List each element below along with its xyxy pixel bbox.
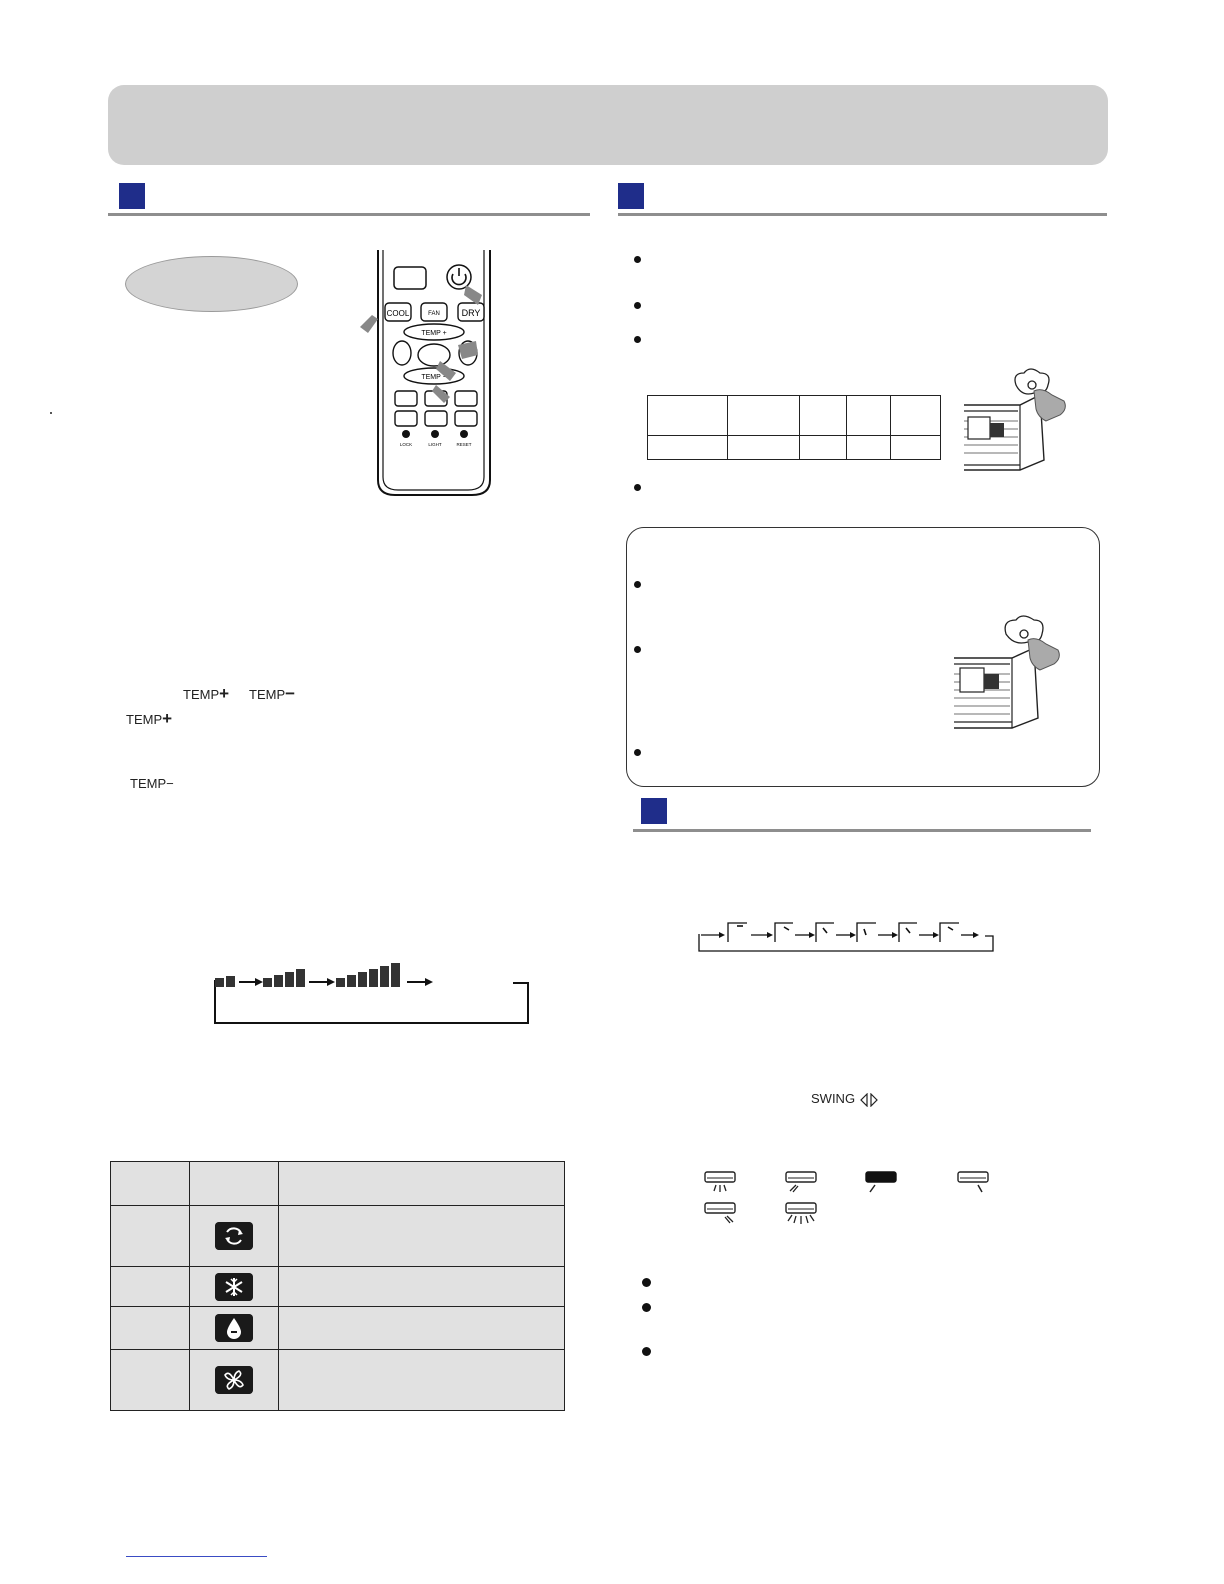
mode-table-header-cell [111,1162,190,1206]
section-marker-left [119,183,145,209]
table-row [111,1267,565,1307]
mode-table-header-cell [279,1162,565,1206]
remote-light-label: LIGHT [428,442,442,447]
louver-both-center-icon [703,1170,737,1196]
bullet-point [634,581,641,588]
table-row [111,1350,565,1411]
footer-link-underline[interactable] [126,1556,267,1557]
louver-left-icon [784,1170,818,1196]
louver-far-left-icon [864,1170,898,1196]
temp-plus-label-1: TEMP+ [183,684,230,703]
mode-table-header-cell [190,1162,279,1206]
louver-swing-all-icon [784,1201,820,1227]
louver-far-right-icon [703,1201,737,1227]
cool-snowflake-icon [215,1273,253,1301]
mode-table [110,1161,565,1411]
auto-mode-icon [215,1222,253,1250]
table-row [648,436,941,460]
bullet-point [634,484,641,491]
mode-oval-callout [125,256,298,312]
temp-plus-label-2: TEMP+ [126,709,173,728]
horizontal-swing-icon [859,1093,879,1107]
fan-speed-cycle-diagram [195,958,535,1028]
bullet-point [634,336,641,343]
swing-label: SWING [811,1091,879,1107]
temp-minus-label-2: TEMP− [130,776,174,791]
bullet-point [642,1303,651,1312]
table-row [111,1307,565,1350]
section-rule-right [618,213,1107,216]
section-marker-swing [641,798,667,824]
remote-control-illustration [350,245,500,500]
indoor-unit-button-illustration-2 [950,610,1068,735]
remote-cool-button: COOL [386,309,410,318]
table-row [111,1206,565,1267]
section-marker-right [618,183,644,209]
remote-reset-label: RESET [456,442,472,447]
fan-icon [215,1366,253,1394]
section-rule-left [108,213,590,216]
louver-right-icon [956,1170,990,1196]
remote-temp-down: TEMP − [421,374,447,381]
remote-temp-up: TEMP + [421,330,447,337]
indoor-unit-button-illustration [960,365,1070,477]
spec-table [647,395,941,460]
bullet-point [642,1347,651,1356]
bullet-point [642,1278,651,1287]
louver-position-cycle-diagram [695,918,997,954]
temp-minus-label-1: TEMP− [249,684,296,703]
dry-drop-icon [215,1314,253,1342]
remote-fan-button: FAN [428,311,440,317]
stray-dot [50,412,52,414]
remote-lock-label: LOCK [399,442,413,447]
remote-dry-button: DRY [461,308,481,318]
section-rule-swing [633,829,1091,832]
bullet-point [634,749,641,756]
page-header-band [108,85,1108,165]
bullet-point [634,256,641,263]
bullet-point [634,302,641,309]
bullet-point [634,646,641,653]
